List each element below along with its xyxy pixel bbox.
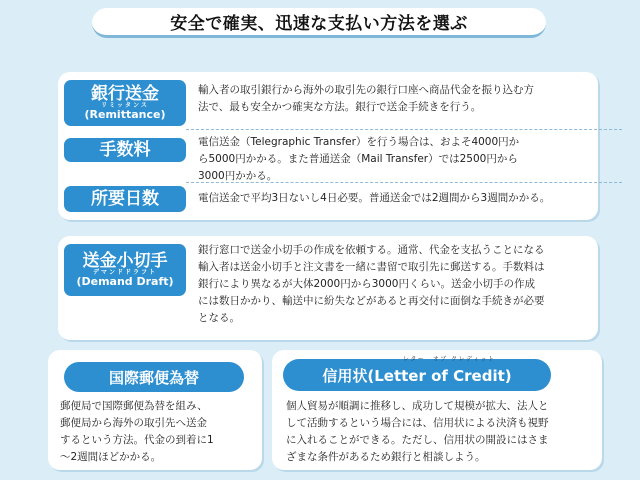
fee-badge [64,138,186,162]
days-badge [64,186,186,212]
remittance-label: 銀行送金 [91,83,159,104]
remittance-badge [64,80,186,126]
fee-text-line: 電信送金（Telegraphic Transfer）を行う場合は、およそ4000円か [198,136,520,148]
remittance-text-line: 法で、最も安全かつ確実な方法。銀行で送金手続きを行う。 [198,101,482,113]
credit-text-line: に入れることができる。ただし、信用状の開設にはさま [286,434,549,446]
draft-text-line: 銀行により異なるが大体2000円から3000円くらい。送金小切手の作成 [198,278,535,290]
postal-text-line: 〜2週間ほどかかる。 [60,451,162,463]
draft-text-line: 銀行窓口で送金小切手の作成を依頼する。通常、代金を支払うことになる [198,244,545,256]
draft-panel [58,236,598,340]
remittance-text [198,82,590,116]
fee-text-line: 3000円かかる。 [198,170,278,182]
page-title: 安全で確実、迅速な支払い方法を選ぶ [92,8,546,38]
draft-text-line: には数日かかり、輸送中に紛失などがあると再交付に面倒な手続きが必要 [198,295,545,307]
credit-label: 信用状(Letter of Credit) [322,366,512,385]
credit-text-line: して活動するという場合には、信用状による決済も視野 [286,417,549,429]
days-text-line: 電信送金で平均3日ないし4日必要。普通送金では2週間から3週間かかる。 [198,192,551,204]
postal-text [60,398,260,466]
postal-text-line: 郵便局で国際郵便為替を組み、 [60,400,208,412]
remittance-panel [58,72,598,220]
credit-text [286,398,594,466]
postal-badge [64,362,244,392]
draft-sub: (Demand Draft) [76,275,174,289]
postal-label: 国際郵便為替 [108,368,199,387]
draft-ruby: デマンドドラフト [92,269,157,277]
fee-text-line: ら5000円かかる。また普通送金（Mail Transfer）では2500円から [198,153,518,165]
days-label: 所要日数 [91,188,159,209]
divider [186,182,622,183]
remittance-sub: (Remittance) [84,108,166,122]
days-text [198,190,590,207]
credit-badge [283,359,551,391]
credit-ruby: レター オブ クレディット [403,356,496,363]
credit-badge-wrap [283,355,551,391]
draft-text-line: 輸入者は送金小切手と注文書を一緒に書留で取引先に郵送する。手数料は [198,261,545,273]
draft-label: 送金小切手 [82,250,168,271]
fee-label: 手数料 [99,139,151,160]
draft-badge [64,244,186,296]
draft-text [198,242,590,327]
divider [186,129,622,130]
fee-text [198,134,590,185]
postal-text-line: 郵便局から海外の取引先へ送金 [60,417,207,429]
remittance-text-line: 輸入者の取引銀行から海外の取引先の銀行口座へ商品代金を振り込む方 [198,84,534,96]
credit-text-line: ざまな条件があるため銀行と相談しよう。 [286,451,486,463]
credit-text-line: 個人貿易が順調に推移し、成功して規模が拡大、法人と [286,400,549,412]
remittance-ruby: リミッタンス [101,102,149,110]
draft-text-line: となる。 [198,312,240,324]
postal-text-line: するという方法。代金の到着に1 [60,434,214,446]
